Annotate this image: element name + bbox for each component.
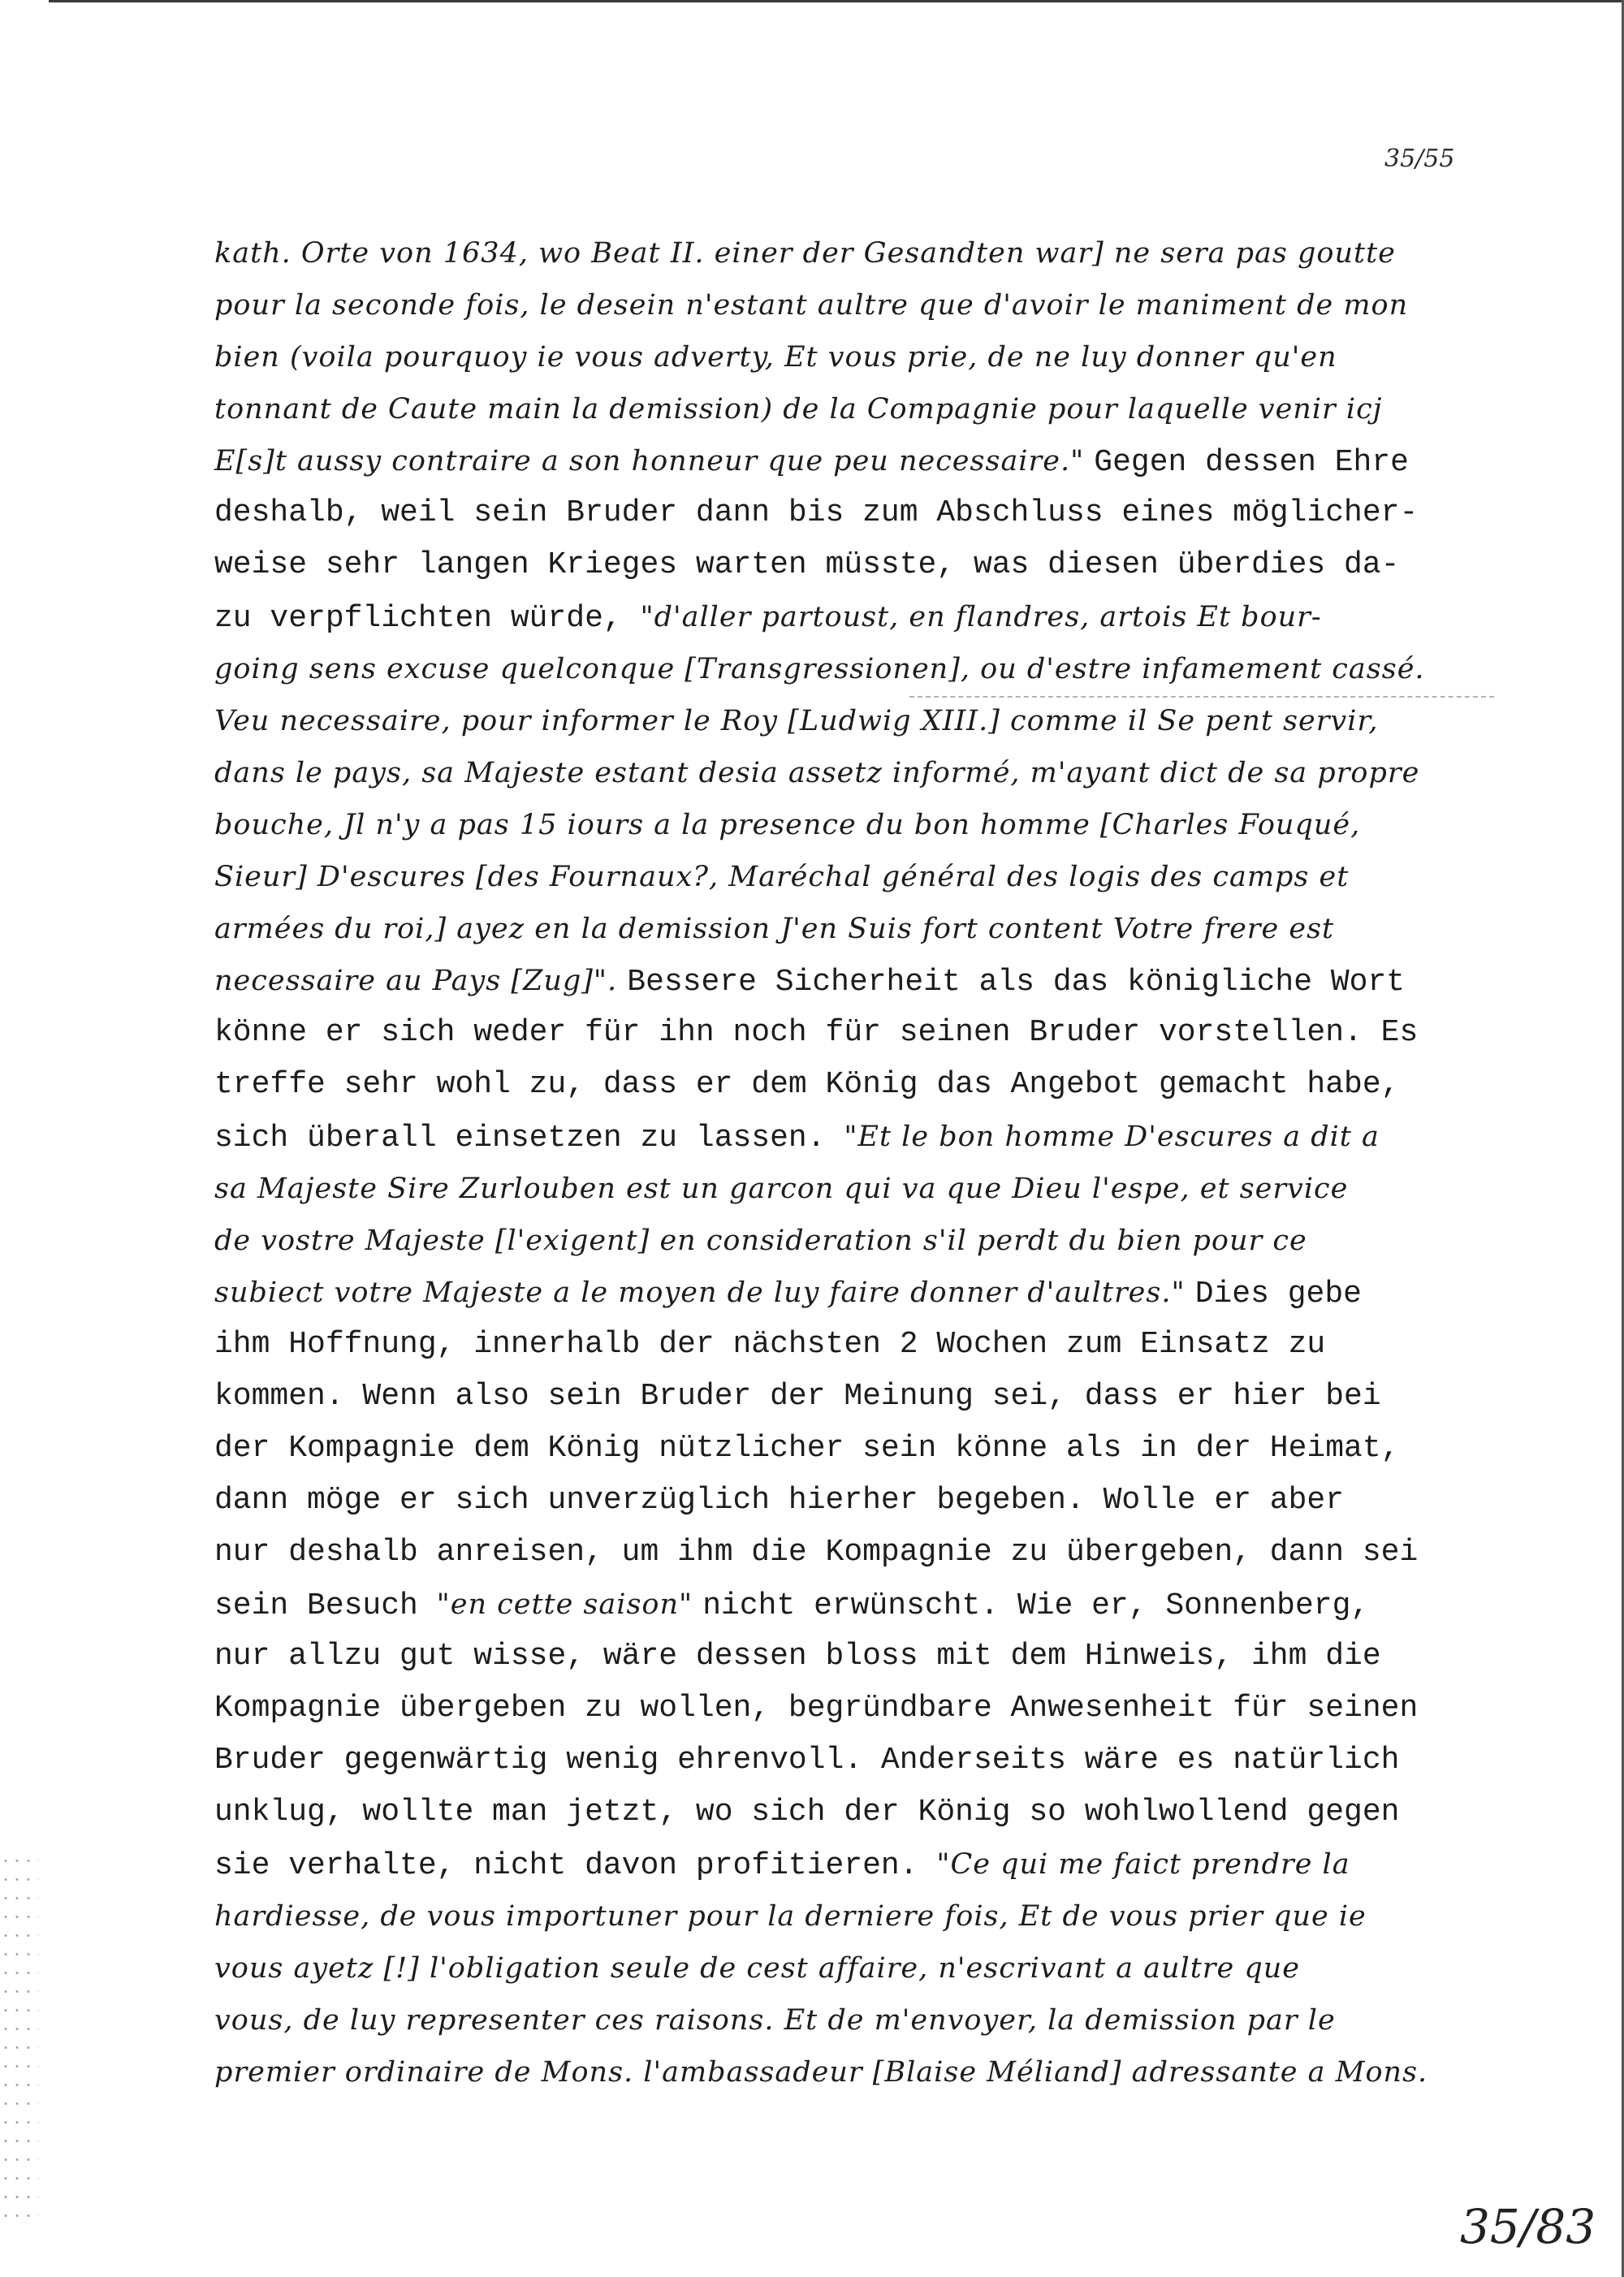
text-line (214, 279, 1408, 331)
german-text: unklug, wollte man jetzt, wo sich der König so wohlwollend gegen (214, 1795, 1400, 1830)
german-text: sein Besuch (214, 1588, 437, 1623)
text-line (214, 1579, 1369, 1631)
quoted-french-text: E[s]t aussy contraire a son honneur que peu necessaire." (214, 445, 1095, 477)
quoted-french-text: vous ayetz [!] l'obligation seule de cest affaire, n'escrivant a aultre que (214, 1952, 1301, 1985)
text-line (214, 1059, 1399, 1111)
quoted-french-text: Sieur] D'escures [des Fournaux?, Maréchal général des logis des camps et (214, 861, 1350, 893)
german-text: der Kompagnie dem König nützlicher sein könne als in der Heimat, (214, 1431, 1400, 1466)
text-line (214, 1890, 1367, 1942)
german-text: Bessere Sicherheit als das königliche Wort (627, 965, 1406, 1000)
text-line (214, 1007, 1418, 1059)
quoted-french-text: necessaire au Pays [Zug]". (214, 965, 628, 997)
quoted-french-text: bouche, Jl n'y a pas 15 iours a la presence du bon homme [Charles Fouqué, (214, 809, 1361, 841)
text-line (214, 1215, 1307, 1267)
text-line (214, 1735, 1399, 1787)
text-line (214, 1994, 1336, 2046)
german-text: treffe sehr wohl zu, dass er dem König das Angebot gemacht habe, (214, 1067, 1400, 1102)
text-line (214, 643, 1425, 695)
text-line (214, 331, 1337, 383)
text-line (214, 903, 1334, 955)
text-line (214, 1111, 1380, 1163)
text-line (214, 383, 1383, 435)
quoted-french-text: kath. Orte von 1634, wo Beat II. einer der Gesandten war] ne sera pas goutte (214, 237, 1396, 270)
text-line (214, 695, 1378, 747)
text-line (214, 747, 1419, 799)
quoted-french-text: premier ordinaire de Mons. l'ambassadeur [Blaise Méliand] adressante a Mons. (214, 2056, 1428, 2089)
german-text: Gegen dessen Ehre (1094, 445, 1409, 480)
german-text: dann möge er sich unverzüglich hierher begeben. Wolle er aber (214, 1483, 1345, 1518)
text-line (214, 1475, 1344, 1527)
text-line (214, 539, 1399, 591)
german-text: nicht erwünscht. Wie er, Sonnenberg, (702, 1588, 1370, 1623)
quoted-french-text: armées du roi,] ayez en la demission J'en Suis fort content Votre frere est (214, 913, 1335, 945)
quoted-french-text: going sens excuse quelconque [Transgressionen], ou d'estre infamement cassé. (214, 653, 1425, 685)
german-text: deshalb, weil sein Bruder dann bis zum Abschluss eines möglicher- (214, 495, 1419, 530)
handwritten-folio: 35/83 (1460, 2199, 1596, 2254)
text-line (214, 1631, 1381, 1683)
quoted-french-text: de vostre Majeste [l'exigent] en consideration s'il perdt du bien pour ce (214, 1225, 1307, 1257)
german-text: weise sehr langen Krieges warten müsste, was diesen überdies da- (214, 547, 1400, 582)
text-line (214, 1787, 1399, 1838)
german-text: Kompagnie übergeben zu wollen, begründbare Anwesenheit für seinen (214, 1691, 1419, 1726)
text-line (214, 1527, 1418, 1579)
quoted-french-text: "d'aller partoust, en flandres, artois Et bour- (640, 601, 1322, 633)
quoted-french-text: Veu necessaire, pour informer le Roy [Ludwig XIII.] comme il Se pent servir, (214, 705, 1379, 737)
quoted-french-text: dans le pays, sa Majeste estant desia assetz informé, m'ayant dict de sa propre (214, 757, 1420, 789)
text-line (214, 2046, 1427, 2098)
german-text: zu verpflichten würde, (214, 601, 641, 636)
text-line (214, 435, 1409, 487)
german-text: sich überall einsetzen zu lassen. (214, 1121, 844, 1156)
text-line (214, 1683, 1418, 1735)
page-label: 35/55 (1384, 145, 1455, 173)
text-line (214, 1423, 1399, 1475)
text-line (214, 851, 1349, 903)
german-text: könne er sich weder für ihn noch für seinen Bruder vorstellen. Es (214, 1015, 1419, 1050)
quoted-french-text: hardiesse, de vous importuner pour la derniere fois, Et de vous prier que ie (214, 1900, 1367, 1933)
text-line (214, 799, 1360, 851)
quoted-french-text: "Et le bon homme D'escures a dit a (844, 1121, 1380, 1153)
text-line (214, 955, 1405, 1007)
text-line (214, 1267, 1362, 1319)
text-line (214, 591, 1322, 643)
german-text: Bruder gegenwärtig wenig ehrenvoll. Anderseits wäre es natürlich (214, 1743, 1400, 1778)
quoted-french-text: subiect votre Majeste a le moyen de luy faire donner d'aultres." (214, 1277, 1195, 1309)
text-line (214, 1838, 1350, 1890)
quoted-french-text: sa Majeste Sire Zurlouben est un garcon qui va que Dieu l'espe, et service (214, 1173, 1349, 1205)
german-text: Dies gebe (1194, 1277, 1362, 1311)
quoted-french-text: pour la seconde fois, le desein n'estant aultre que d'avoir le maniment de mon (214, 289, 1409, 322)
text-line (214, 1319, 1325, 1371)
german-text: nur allzu gut wisse, wäre dessen bloss mit dem Hinweis, ihm die (214, 1639, 1381, 1674)
quoted-french-text: "Ce qui me faict prendre la (936, 1848, 1350, 1881)
scan-edge-specks (0, 1851, 39, 2233)
quoted-french-text: tonnant de Caute main la demission) de la Compagnie pour laquelle venir icj (214, 393, 1383, 426)
text-line (214, 1942, 1300, 1994)
german-text: ihm Hoffnung, innerhalb der nächsten 2 Wochen zum Einsatz zu (214, 1327, 1326, 1362)
quoted-french-text: vous, de luy representer ces raisons. Et de m'envoyer, la demission par le (214, 2004, 1336, 2037)
quoted-french-text: "en cette saison" (436, 1588, 703, 1621)
german-text: sie verhalte, nicht davon profitieren. (214, 1848, 937, 1883)
text-line (214, 1163, 1348, 1215)
german-text: kommen. Wenn also sein Bruder der Meinung sei, dass er hier bei (214, 1379, 1381, 1414)
text-line (214, 227, 1396, 279)
text-line (214, 487, 1418, 539)
top-edge-rule (49, 0, 1624, 2)
german-text: nur deshalb anreisen, um ihm die Kompagnie zu übergeben, dann sei (214, 1535, 1419, 1570)
quoted-french-text: bien (voila pourquoy ie vous adverty, Et vous prie, de ne luy donner qu'en (214, 341, 1337, 374)
text-line (214, 1371, 1381, 1423)
